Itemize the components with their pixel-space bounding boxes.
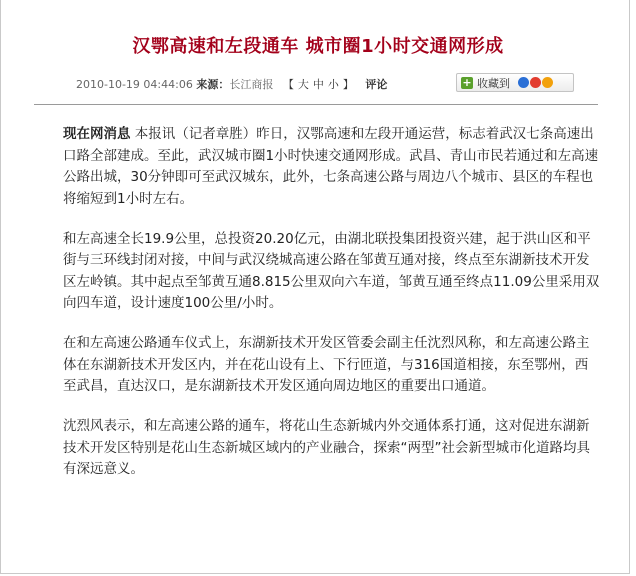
qq-share-icon[interactable]	[518, 77, 529, 88]
paragraph-1	[63, 124, 601, 210]
paragraph-1-text: 本报讯（记者章胜）昨日，汉鄂高速和左段开通运营，标志着武汉七条高速出口路全部建成。至此，武汉城市圈1小时快速交通网形成。武昌、青山市民若通过和左高速公路出城，30分钟即可至武汉城东，此外，七条高速公路与周边八个城市、县区的车程也将缩短到1小时左右。	[63, 126, 599, 207]
favorite-button[interactable]	[456, 73, 574, 92]
article-body	[63, 124, 601, 499]
bracket-open: 【	[282, 78, 294, 91]
article-title: 汉鄂高速和左段通车 城市圈1小时交通网形成	[132, 36, 504, 57]
comment-link[interactable]: 评论	[365, 78, 388, 91]
renren-share-icon[interactable]	[530, 77, 541, 88]
paragraph-3: 在和左高速公路通车仪式上，东湖新技术开发区管委会副主任沈烈风称，和左高速公路主体在东湖新技术开发区内，并在花山设有上、下行匝道，与316国道相接，东至鄂州，西至武昌，直达汉口，是东湖新技术开发区通向周边地区的重要出口通道。	[63, 335, 590, 394]
bracket-close: 】	[342, 78, 354, 91]
share-icons	[518, 77, 554, 88]
source-name: 长江商报	[229, 78, 274, 91]
article-meta	[76, 76, 387, 92]
font-size-control	[281, 78, 356, 91]
favorite-label: 收藏到	[477, 76, 510, 90]
source-label: 来源：	[196, 78, 230, 91]
lead-source: 现在网消息	[63, 126, 131, 142]
divider	[34, 104, 598, 105]
font-size-small[interactable]: 小	[327, 78, 339, 91]
font-size-large[interactable]: 大	[297, 78, 309, 91]
paragraph-2: 和左高速全长19.9公里，总投资20.20亿元，由湖北联投集团投资兴建，起于洪山区和平街与三环线封闭对接，中间与武汉绕城高速公路在邹黄互通对接，终点至东湖新技术开发区左岭镇。其中起点至邹黄互通8.815公里双向六车道，邹黄互通至终点11.09公里采用双向四车道，设计速度100公里/小时。	[63, 230, 600, 311]
font-size-medium[interactable]: 中	[312, 78, 324, 91]
plus-icon: +	[462, 75, 472, 89]
paragraph-4: 沈烈风表示，和左高速公路的通车，将花山生态新城内外交通体系打通，这对促进东湖新技术开发区特别是花山生态新城区域内的产业融合，探索“两型”社会新型城市化道路均具有深远意义。	[63, 418, 590, 477]
publish-date: 2010-10-19 04:44:06	[76, 78, 193, 91]
weibo-share-icon[interactable]	[542, 77, 553, 88]
